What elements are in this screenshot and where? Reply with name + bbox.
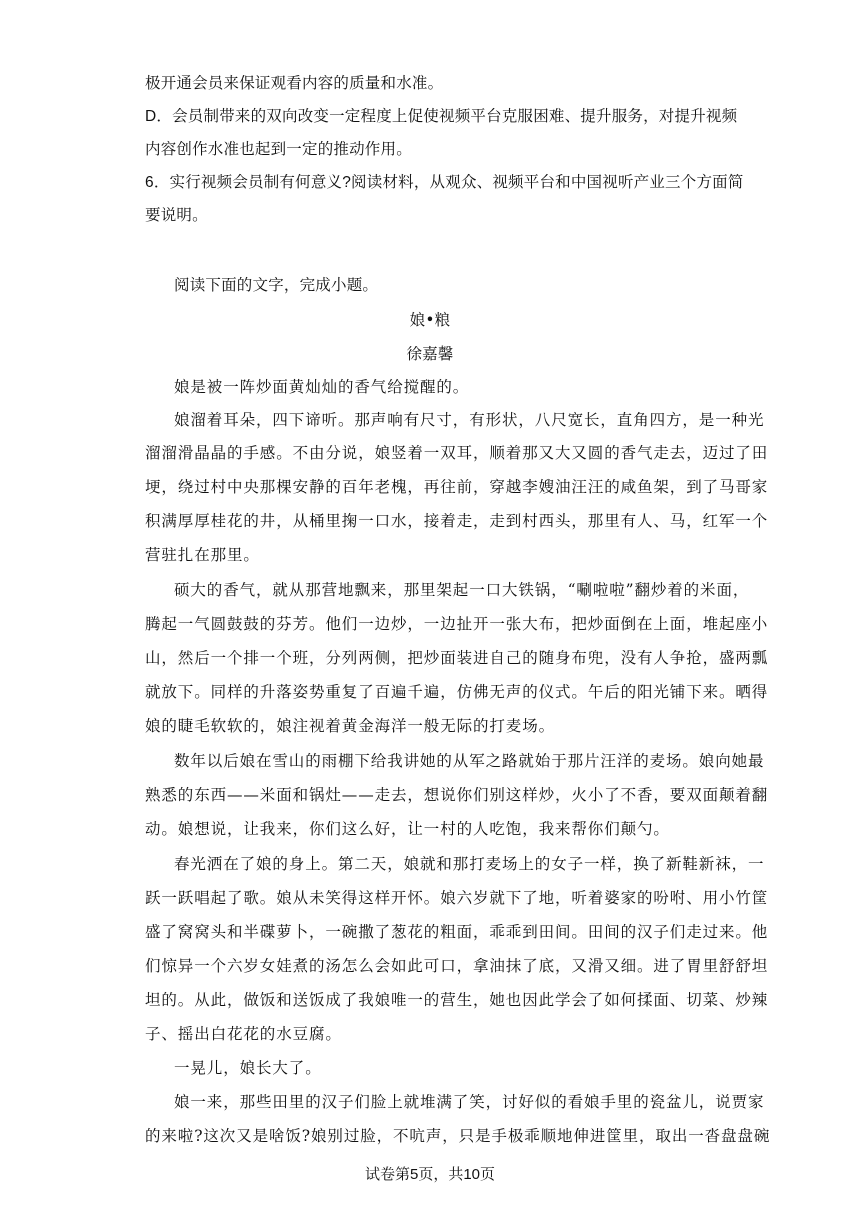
question-6-line-1: 6．实行视频会员制有何意义?阅读材料，从观众、视频平台和中国视听产业三个方面简 <box>145 174 744 191</box>
story-author: 徐嘉馨 <box>406 345 454 363</box>
story-title: 娘•粮 <box>409 311 451 329</box>
story-line: 娘溜着耳朵，四下谛听。那声响有尺寸，有形状，八尺宽长，直角四方，是一种光 <box>174 411 765 429</box>
story-line: 的来啦?这次又是啥饭?娘别过脸，不吭声，只是手极乖顺地伸进筐里，取出一沓盘盘碗 <box>145 1127 771 1145</box>
option-d-line-2: 内容创作水准也起到一定的推动作用。 <box>145 141 412 158</box>
story-line: 埂，绕过村中央那棵安静的百年老槐，再往前，穿越李嫂油汪汪的咸鱼架，到了马哥家 <box>145 478 769 496</box>
option-c-continuation: 极开通会员来保证观看内容的质量和水准。 <box>145 75 444 92</box>
story-line: 跃一跃唱起了歌。娘从未笑得这样开怀。娘六岁就下了地，听着婆家的吩咐、用小竹筐 <box>145 889 769 907</box>
page-footer: 试卷第5页，共10页 <box>364 1166 496 1183</box>
story-line: 一晃儿，娘长大了。 <box>174 1059 322 1077</box>
story-line: 积满厚厚桂花的井，从桶里掬一口水，接着走，走到村西头，那里有人、马，红军一个 <box>145 512 769 530</box>
story-line: 娘的睫毛软软的，娘注视着黄金海洋一般无际的打麦场。 <box>145 717 556 735</box>
question-6-line-2: 要说明。 <box>145 207 208 224</box>
story-line: 数年以后娘在雪山的雨棚下给我讲她的从军之路就始于那片汪洋的麦场。娘向她最 <box>174 752 765 770</box>
story-line: 子、摇出白花花的水豆腐。 <box>145 1025 342 1043</box>
story-line: 山，然后一个排一个班，分列两侧，把炒面装进自己的随身布兜，没有人争抢，盛两瓢 <box>145 649 769 667</box>
story-line: 春光洒在了娘的身上。第二天，娘就和那打麦场上的女子一样，换了新鞋新袜，一 <box>174 855 765 873</box>
story-line: 硕大的香气，就从那营地飘来，那里架起一口大铁锅，“唰啦啦”翻炒着的米面， <box>174 581 750 599</box>
story-line: 坦的。从此，做饭和送饭成了我娘唯一的营生，她也因此学会了如何揉面、切菜、炒辣 <box>145 991 769 1009</box>
story-line: 腾起一气圆鼓鼓的芬芳。他们一边炒，一边扯开一张大布，把炒面倒在上面，堆起座小 <box>145 615 769 633</box>
story-line: 营驻扎在那里。 <box>145 546 260 564</box>
story-line: 们惊异一个六岁女娃煮的汤怎么会如此可口，拿油抹了底，又滑又细。进了胃里舒舒坦 <box>145 957 769 975</box>
story-line: 熟悉的东西——米面和锅灶——走去，想说你们别这样炒，火小了不香，要双面颠着翻 <box>145 786 769 804</box>
story-line: 盛了窝窝头和半碟萝卜，一碗撒了葱花的粗面，乖乖到田间。田间的汉子们走过来。他 <box>145 923 769 941</box>
story-line: 娘是被一阵炒面黄灿灿的香气给搅醒的。 <box>174 378 470 396</box>
story-line: 就放下。同样的升落姿势重复了百遍千遍，仿佛无声的仪式。午后的阳光铺下来。晒得 <box>145 683 769 701</box>
story-line: 溜溜滑晶晶的手感。不由分说，娘竖着一双耳，顺着那又大又圆的香气走去，迈过了田 <box>145 444 769 462</box>
reading-instruction: 阅读下面的文字，完成小题。 <box>174 277 379 294</box>
story-line: 娘一来，那些田里的汉子们脸上就堆满了笑，讨好似的看娘手里的瓷盆儿，说贾家 <box>174 1093 765 1111</box>
story-line: 动。娘想说，让我来，你们这么好，让一村的人吃饱，我来帮你们颠勺。 <box>145 820 670 838</box>
option-d-line-1: D．会员制带来的双向改变一定程度上促使视频平台克服困难、提升服务，对提升视频 <box>145 108 738 125</box>
